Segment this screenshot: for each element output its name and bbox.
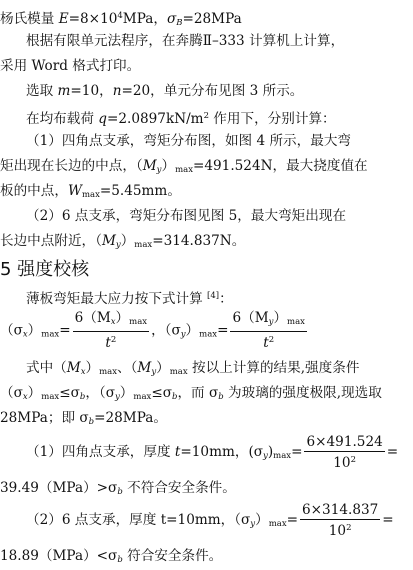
symbol-n: n <box>112 83 122 99</box>
symbol-W: W <box>67 183 82 199</box>
symbol-t: t <box>105 335 111 351</box>
text: =10， <box>70 83 113 99</box>
text-line-result-2 <box>0 546 413 570</box>
text: ） <box>115 310 130 326</box>
subscript: b <box>88 417 95 427</box>
equals: = <box>59 322 71 339</box>
subscript-max: max <box>129 317 148 327</box>
text: （σ <box>0 385 23 401</box>
text: =10mm，(σ <box>180 444 264 460</box>
subscript-max: max <box>287 317 305 327</box>
text-line-youngs-modulus <box>0 6 413 33</box>
text-line-result-1 <box>0 478 413 502</box>
superscript: 2 <box>268 335 275 345</box>
text: （σ <box>164 322 181 339</box>
text-line-condition-intro <box>26 358 413 382</box>
text-line-deflection <box>0 181 413 205</box>
subscript-max: max <box>268 519 287 529</box>
text-line: 采用 Word 格式打印。 <box>0 58 141 74</box>
denominator <box>333 452 356 472</box>
text: ） <box>119 385 134 401</box>
text-line: （1）四角点支承，弯矩分布图，如图 4 所示，最大弯 <box>26 133 352 149</box>
subscript: x <box>110 317 116 327</box>
subscript: x <box>80 367 86 377</box>
subscript-max: max <box>133 392 152 402</box>
subscript-max: max <box>41 329 60 340</box>
text: ） <box>255 512 269 528</box>
text-line-moment-1 <box>0 156 413 180</box>
subscript: y <box>156 165 162 175</box>
text: （1）四角点支承，厚度 <box>26 444 175 460</box>
subscript: y <box>180 329 186 340</box>
subscript: b <box>218 392 224 402</box>
numerator: 6×491.524 <box>306 433 383 450</box>
subscript-max: max <box>169 367 188 377</box>
subscript: x <box>22 392 28 402</box>
text: =28MPa <box>182 11 242 27</box>
fraction-case-2 <box>300 502 380 540</box>
text: MPa， <box>122 11 167 27</box>
subscript: b <box>117 487 123 497</box>
subscript: b <box>171 392 178 402</box>
text: 6（M <box>74 310 111 326</box>
text: 长边中点附近，（ <box>0 233 102 249</box>
subscript-max: max <box>175 165 193 175</box>
symbol-t: t <box>174 444 181 460</box>
text: 薄板弯矩最大应力按下式计算 <box>26 291 208 307</box>
text: 板的中点， <box>0 183 68 199</box>
subscript-max: max <box>41 392 60 402</box>
subscript-max: max <box>81 190 100 200</box>
text: ≤σ <box>151 385 172 401</box>
equation-case-1 <box>26 432 413 472</box>
subscript: y <box>250 519 256 529</box>
numerator: 6×314.837 <box>302 501 379 518</box>
text: 为玻璃的强度极限,现选取 <box>223 385 382 401</box>
text: （σ <box>0 322 23 339</box>
text-line-condition <box>0 383 413 407</box>
text: 矩出现在长边的中点，（ <box>0 158 143 174</box>
subscript: y <box>151 367 157 377</box>
denominator <box>329 520 352 540</box>
subscript: y <box>263 451 268 461</box>
reference-marker: [4] <box>207 291 220 301</box>
text: ， <box>151 322 165 339</box>
symbol-m: m <box>57 83 71 99</box>
text: ） <box>85 360 100 376</box>
subscript: b <box>79 392 86 402</box>
text: 18.89（MPa）<σ <box>0 548 118 564</box>
equals: = <box>286 512 299 528</box>
symbol-M: M <box>137 360 152 376</box>
text: =20，单元分布见图 3 所示。 <box>121 83 304 99</box>
text: ) <box>267 444 274 460</box>
text: 按以上计算的结果,强度条件 <box>187 360 360 376</box>
equals: = <box>217 322 229 339</box>
text: =5.45mm。 <box>99 183 181 199</box>
equation-stress <box>0 310 413 350</box>
text: ） <box>161 158 176 174</box>
text: 6（M <box>232 310 269 326</box>
text: ） <box>27 322 42 339</box>
subscript: b <box>117 555 123 565</box>
subscript: y <box>268 317 274 327</box>
superscript: 2 <box>110 335 117 345</box>
denominator <box>105 332 116 352</box>
text: =314.837N。 <box>152 233 246 249</box>
text: ，而 σ <box>177 385 219 401</box>
text: 、（ <box>117 360 138 376</box>
section-heading: 5 强度校核 <box>0 259 90 280</box>
symbol-M: M <box>101 233 116 249</box>
text: 作用下，分别计算： <box>208 111 336 127</box>
text-line-load <box>26 106 413 129</box>
text: 10 <box>333 454 351 471</box>
text: ） <box>120 233 135 249</box>
numerator <box>73 310 149 332</box>
symbol-t: t <box>263 335 269 351</box>
equals: = <box>386 444 399 460</box>
text: 10 <box>328 522 347 539</box>
text: ） <box>185 322 200 339</box>
subscript: y <box>114 392 120 402</box>
text: 39.49（MPa）>σ <box>0 480 118 496</box>
denominator <box>263 332 274 352</box>
text: =2.0897kN/m <box>107 111 204 127</box>
text: =491.524N，最大挠度值在 <box>192 158 368 174</box>
text-line: （2）6 点支承，弯矩分布图见图 5，最大弯矩出现在 <box>26 208 347 224</box>
symbol-M: M <box>142 158 157 174</box>
text: ） <box>273 310 288 326</box>
subscript: y <box>115 240 121 250</box>
text: 选取 <box>26 83 58 99</box>
text-line-strength-limit <box>0 408 413 432</box>
text: ） <box>156 360 170 376</box>
text: 28MPa；即 σ <box>0 410 89 426</box>
text: =28MPa。 <box>94 410 167 426</box>
fraction-case-1 <box>304 434 384 472</box>
subscript-max: max <box>134 240 153 250</box>
text: =8×10 <box>68 11 118 27</box>
subscript-max: max <box>199 329 218 340</box>
subscript: B <box>176 18 183 28</box>
text: 不符合安全条件。 <box>122 480 236 496</box>
text-line-moment-2 <box>0 231 413 255</box>
text: （2）6 点支承，厚度 t=10mm，（σ <box>26 512 251 528</box>
equals: = <box>291 444 303 460</box>
text: ） <box>27 385 42 401</box>
text: 在均布载荷 <box>26 111 99 127</box>
equation-case-2 <box>26 500 413 540</box>
subscript-max: max <box>99 367 118 377</box>
text: ： <box>219 291 233 307</box>
fraction-y <box>230 310 307 352</box>
text-line: 根据有限单元法程序，在奔腾Ⅱ–333 计算机上计算， <box>26 33 345 49</box>
text: 符合安全条件。 <box>122 548 223 564</box>
fraction-x <box>73 310 149 352</box>
numerator <box>230 310 307 332</box>
superscript: 4 <box>117 11 123 21</box>
equals: = <box>382 512 394 528</box>
text: 杨氏模量 <box>0 11 59 27</box>
text: ，（σ <box>85 385 115 401</box>
symbol-M: M <box>66 360 81 376</box>
text-line-stress-formula-intro <box>26 286 413 309</box>
symbol-sigma: σ <box>166 11 177 27</box>
superscript: 2 <box>203 111 209 121</box>
text-line-mesh <box>26 81 413 101</box>
symbol-E: E <box>58 11 69 27</box>
subscript: x <box>22 329 28 340</box>
subscript-max: max <box>273 451 292 461</box>
symbol-q: q <box>98 111 107 127</box>
superscript: 2 <box>350 454 356 465</box>
text: ≤σ <box>59 385 80 401</box>
superscript: 2 <box>346 522 352 533</box>
text: 式中（ <box>26 360 67 376</box>
